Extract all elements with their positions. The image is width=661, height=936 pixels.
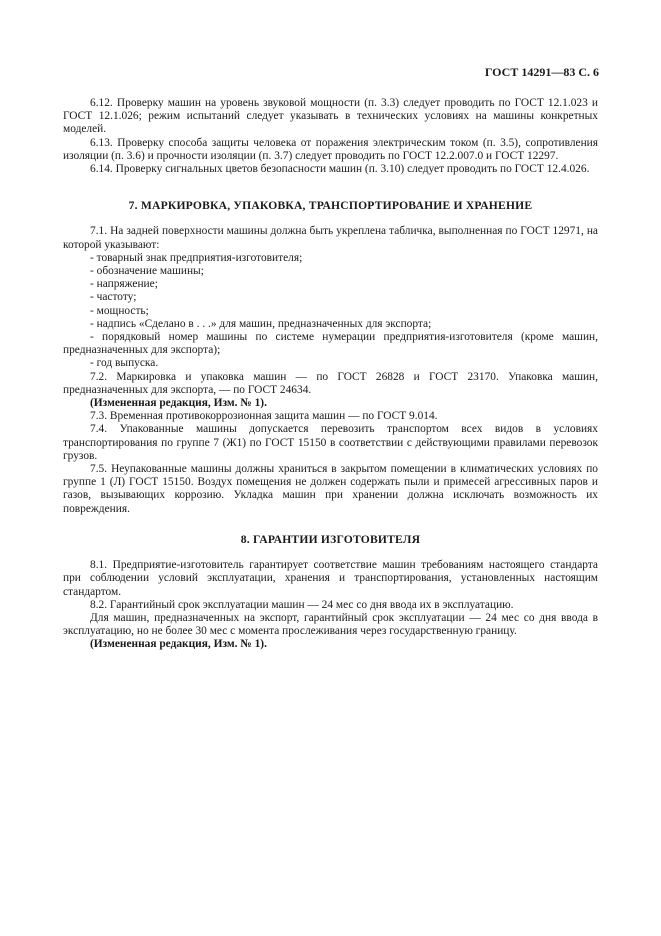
paragraph-7-5: 7.5. Неупакованные машины должны храниться в закрытом помещении в климатических условиях по группе 1 (Л) ГОСТ 15150. Воздух помещения не должен содержать пыли и примесей агрессивных паров и газов, вызывающих коррозию. Укладка машин при хранении должна исключать возможность их повреждения. (63, 463, 598, 515)
paragraph-8-1: 8.1. Предприятие-изготовитель гарантирует соответствие машин требованиям настоящего стандарта при соблюдении условий эксплуатации, хранения и транспортирования, установленных настоящим стандартом. (63, 559, 598, 598)
list-item: - порядковый номер машины по системе нумерации предприятия-изготовителя (кроме машин, предназначенных для экспорта); (63, 331, 598, 357)
running-head: ГОСТ 14291—83 С. 6 (484, 65, 599, 79)
section-8-heading: 8. ГАРАНТИИ ИЗГОТОВИТЕЛЯ (240, 532, 421, 546)
section-7-heading: 7. МАРКИРОВКА, УПАКОВКА, ТРАНСПОРТИРОВАНИЕ И ХРАНЕНИЕ (128, 199, 533, 213)
edit-note: (Измененная редакция, Изм. № 1). (90, 638, 267, 651)
paragraph-6-13: 6.13. Проверку способа защиты человека от поражения электрическим током (п. 3.5), сопротивления изоляции (п. 3.6) и прочности изоляции (п. 3.7) следует проводить по ГОСТ 12.2.007.0 и ГОСТ 12297. (63, 136, 598, 162)
edit-note: (Измененная редакция, Изм. № 1). (90, 397, 267, 410)
paragraph-7-4: 7.4. Упакованные машины допускается перевозить транспортом всех видов в условиях транспортирования по группе 7 (Ж1) по ГОСТ 15150 в соответствии с действующими правилами перевозок грузов. (63, 423, 598, 462)
list-item: - частоту; (90, 291, 137, 304)
paragraph-8-2: 8.2. Гарантийный срок эксплуатации машин — 24 мес со дня ввода их в эксплуатацию. (90, 598, 514, 611)
list-item: - товарный знак предприятия-изготовителя; (90, 251, 303, 264)
paragraph-7-1: 7.1. На задней поверхности машины должна быть укреплена табличка, выполненная по ГОСТ 12971, на которой указывают: (63, 225, 598, 251)
page-content (63, 97, 598, 652)
list-item: - напряжение; (90, 278, 158, 291)
list-item: - обозначение машины; (90, 265, 204, 278)
list-item: - надпись «Сделано в . . .» для машин, предназначенных для экспорта; (90, 317, 432, 330)
paragraph-7-3: 7.3. Временная противокоррозионная защита машин — по ГОСТ 9.014. (90, 410, 438, 423)
paragraph-6-12: 6.12. Проверку машин на уровень звуковой мощности (п. 3.3) следует проводить по ГОСТ 12.1.023 и ГОСТ 12.1.026; режим испытаний следует указывать в технических условиях на машины конкретных моделей. (63, 97, 598, 136)
list-item: - мощность; (90, 304, 149, 317)
paragraph-6-14: 6.14. Проверку сигнальных цветов безопасности машин (п. 3.10) следует проводить по ГОСТ 12.4.026. (90, 163, 590, 176)
paragraph-8-2-export: Для машин, предназначенных на экспорт, гарантийный срок эксплуатации — 24 мес со дня ввода в эксплуатацию, но не более 30 мес с момента прослеживания через государственную границу. (63, 611, 598, 638)
paragraph-7-2: 7.2. Маркировка и упаковка машин — по ГОСТ 26828 и ГОСТ 23170. Упаковка машин, предназначенных для экспорта, — по ГОСТ 24634. (63, 370, 598, 396)
list-item: - год выпуска. (90, 357, 159, 370)
